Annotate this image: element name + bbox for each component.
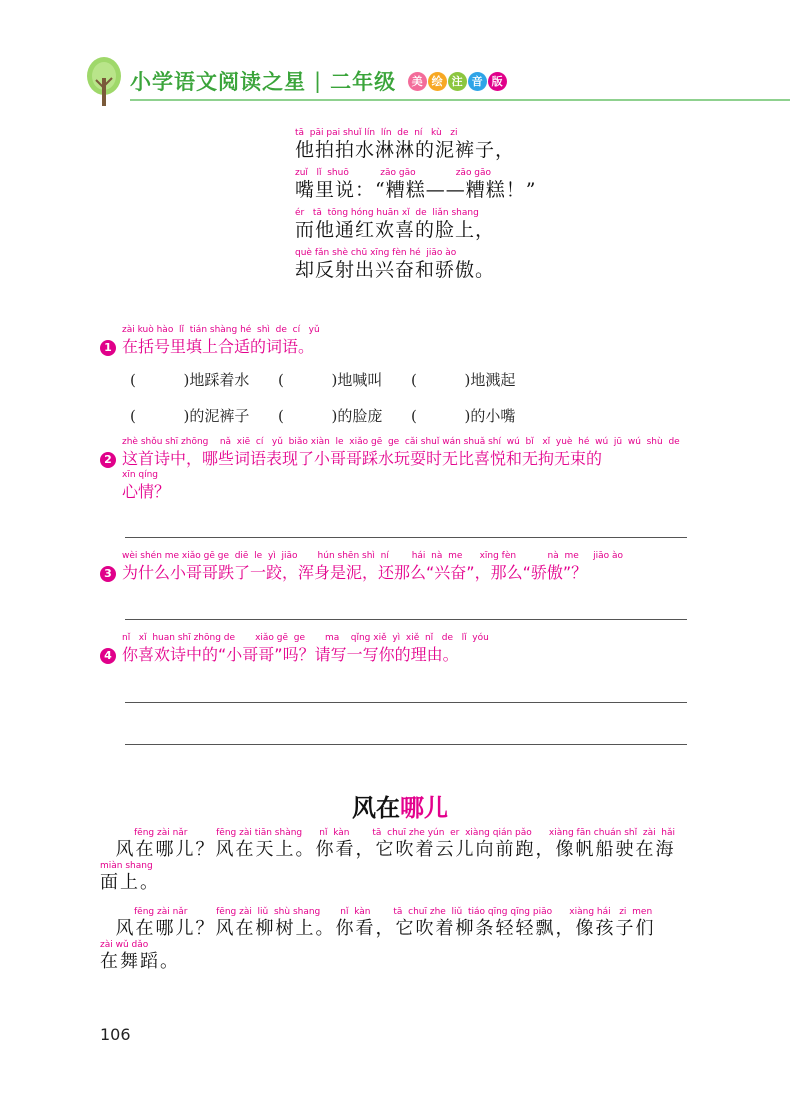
question-2 bbox=[100, 437, 680, 503]
answer-line[interactable] bbox=[125, 702, 687, 703]
question-1 bbox=[100, 325, 320, 358]
question-number: 4 bbox=[100, 648, 116, 664]
pinyin-line: tā pāi pai shuǐ lín lín de ní kù zi bbox=[295, 128, 458, 138]
question-pinyin: xīn qíng bbox=[122, 470, 159, 480]
answer-line[interactable] bbox=[125, 537, 687, 538]
badge-char: 注 bbox=[448, 72, 467, 91]
question-number: 2 bbox=[100, 452, 116, 468]
poem-line bbox=[295, 168, 536, 202]
question-pinyin: zài kuò hào lǐ tián shàng hé shì de cí yǔ bbox=[122, 325, 320, 335]
series-title: 小学语文阅读之星 bbox=[130, 70, 306, 94]
question-pinyin: zhè shǒu shī zhōng nǎ xiē cí yǔ biǎo xiàn le xiǎo gē ge cǎi shuǐ wán shuǎ shí wú bǐ xǐ yuè hé wú jū wú shù de bbox=[122, 437, 680, 447]
grade-label: 二年级 bbox=[330, 70, 397, 94]
paragraph-2 bbox=[100, 907, 655, 973]
book-title bbox=[130, 66, 508, 96]
fill-blank-row[interactable]: ( )地踩着水 ( )地喊叫 ( )地溅起 bbox=[130, 371, 516, 389]
badge-char: 版 bbox=[488, 72, 507, 91]
hanzi-line: 面上。 bbox=[100, 872, 160, 893]
poem-line bbox=[295, 208, 536, 242]
page-number: 106 bbox=[100, 1025, 131, 1044]
badge-char: 绘 bbox=[428, 72, 447, 91]
question-number: 3 bbox=[100, 566, 116, 582]
pinyin-line: què fǎn shè chū xīng fèn hé jiāo ào bbox=[295, 248, 457, 258]
pinyin-line: ér tā tōng hóng huān xǐ de liǎn shang bbox=[295, 208, 479, 218]
pinyin-line: zài wǔ dǎo bbox=[100, 940, 149, 950]
paragraph-1 bbox=[100, 828, 675, 894]
pinyin-line: zuǐ lǐ shuō zāo gāo zāo gāo bbox=[295, 168, 492, 178]
hanzi-line: 却反射出兴奋和骄傲。 bbox=[295, 259, 496, 281]
answer-line[interactable] bbox=[125, 744, 687, 745]
title-plain: 风在 bbox=[352, 793, 400, 822]
question-text: 这首诗中，哪些词语表现了小哥哥踩水玩耍时无比喜悦和无拘无束的 bbox=[122, 449, 603, 468]
hanzi-line: 风在哪儿？风在柳树上。你看，它吹着柳条轻轻飘，像孩子们 bbox=[100, 918, 656, 939]
pinyin-line: fēng zài nǎr fēng zài tiān shàng nǐ kàn tā chuī zhe yún er xiàng qián pǎo xiàng fān chuán shǐ zài hǎi bbox=[134, 828, 676, 838]
pinyin-line: miàn shang bbox=[100, 861, 153, 871]
header-divider bbox=[130, 99, 790, 101]
title-separator: | bbox=[314, 69, 323, 93]
question-4 bbox=[100, 633, 489, 666]
poem-line bbox=[295, 248, 536, 282]
question-number: 1 bbox=[100, 340, 116, 356]
question-text: 你喜欢诗中的“小哥哥”吗？请写一写你的理由。 bbox=[122, 645, 459, 664]
question-pinyin: nǐ xǐ huan shī zhōng de xiǎo gē ge ma qǐng xiě yì xiě nǐ de lǐ yóu bbox=[122, 633, 489, 643]
poem-block bbox=[295, 128, 536, 288]
question-text: 为什么小哥哥跌了一跤，浑身是泥，还那么“兴奋”，那么“骄傲”？ bbox=[122, 563, 588, 582]
hanzi-line: 在舞蹈。 bbox=[100, 951, 180, 972]
badge-char: 音 bbox=[468, 72, 487, 91]
hanzi-line: 而他通红欢喜的脸上， bbox=[295, 219, 496, 241]
badge-char: 美 bbox=[408, 72, 427, 91]
hanzi-line: 风在哪儿？风在天上。你看，它吹着云儿向前跑，像帆船驶在海 bbox=[100, 839, 676, 860]
pinyin-line: fēng zài nǎr fēng zài liǔ shù shang nǐ kàn tā chuī zhe liǔ tiáo qīng qīng piāo xiàng hái zi men bbox=[134, 907, 653, 917]
question-pinyin: wèi shén me xiǎo gē ge diē le yì jiāo hún shēn shì ní hái nà me xīng fèn nà me jiāo ào bbox=[122, 551, 624, 561]
question-3 bbox=[100, 551, 623, 584]
edition-badge bbox=[408, 72, 508, 91]
poem-line bbox=[295, 128, 536, 162]
title-highlight: 哪儿 bbox=[400, 793, 448, 822]
question-text: 在括号里填上合适的词语。 bbox=[122, 337, 315, 356]
tree-logo-icon bbox=[82, 56, 126, 108]
hanzi-line: 嘴里说：“糟糕——糟糕！” bbox=[295, 179, 537, 201]
question-text-cont: 心情？ bbox=[122, 482, 171, 501]
answer-line[interactable] bbox=[125, 619, 687, 620]
hanzi-line: 他拍拍水淋淋的泥裤子， bbox=[295, 139, 516, 161]
page-header bbox=[82, 52, 782, 112]
fill-blank-row[interactable]: ( )的泥裤子 ( )的脸庞 ( )的小嘴 bbox=[130, 407, 516, 425]
section-title bbox=[0, 788, 800, 823]
